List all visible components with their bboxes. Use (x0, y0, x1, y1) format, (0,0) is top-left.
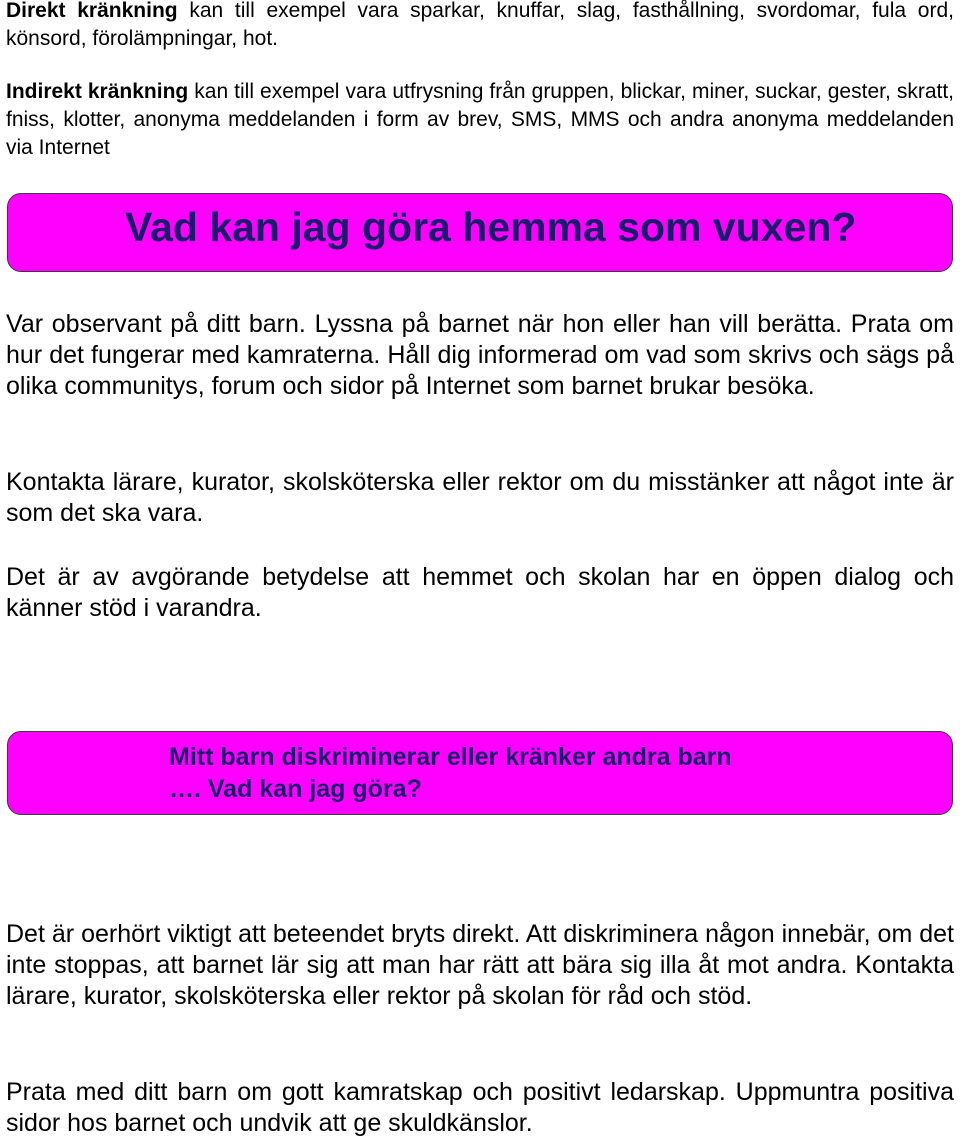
home-paragraph-2: Kontakta lärare, kurator, skolsköterska eller rektor om du misstänker att något inte är som det ska vara. (6, 468, 954, 527)
my-child-paragraph-1: Det är oerhört viktigt att beteendet bryts direkt. Att diskriminera någon innebär, om det inte stoppas, att barnet lär sig att man har rätt att bära sig illa åt mot andra. Kontakta lärare, kurator, skolsköterska eller rektor på skolan för råd och stöd. (6, 920, 954, 1010)
section-heading-my-child-line1: Mitt barn diskriminerar eller kränker andra barn (169, 743, 732, 771)
home-paragraph-3: Det är av avgörande betydelse att hemmet och skolan har en öppen dialog och känner stöd i varandra. (6, 563, 954, 622)
section-heading-my-child-line2: …. Vad kan jag göra? (169, 775, 422, 803)
section-heading-home: Vad kan jag göra hemma som vuxen? (125, 204, 857, 250)
section-heading-box-my-child (7, 731, 953, 815)
indirect-offense-paragraph (6, 78, 954, 162)
section-heading-my-child (169, 741, 732, 805)
indirect-offense-text: kan till exempel vara utfrysning från gruppen, blickar, miner, suckar, gester, skratt, fniss, klotter, anonyma meddelanden i form av brev, SMS, MMS och andra anonyma meddelanden via Internet (6, 80, 954, 159)
home-paragraph-1: Var observant på ditt barn. Lyssna på barnet när hon eller han vill berätta. Prata om hur det fungerar med kamraterna. Håll dig informerad om vad som skrivs och sägs på olika communitys, forum och sidor på Internet som barnet brukar besöka. (6, 310, 954, 400)
direct-offense-term: Direkt kränkning (6, 0, 178, 22)
direct-offense-text: kan till exempel vara sparkar, knuffar, slag, fasthållning, svordomar, fula ord, könsord, förolämpningar, hot. (6, 0, 954, 50)
direct-offense-paragraph (6, 0, 954, 53)
section-heading-box-home (7, 193, 953, 272)
my-child-paragraph-2: Prata med ditt barn om gott kamratskap och positivt ledarskap. Uppmuntra positiva sidor hos barnet och undvik att ge skuldkänslor. (6, 1078, 954, 1137)
indirect-offense-term: Indirekt kränkning (6, 80, 189, 103)
